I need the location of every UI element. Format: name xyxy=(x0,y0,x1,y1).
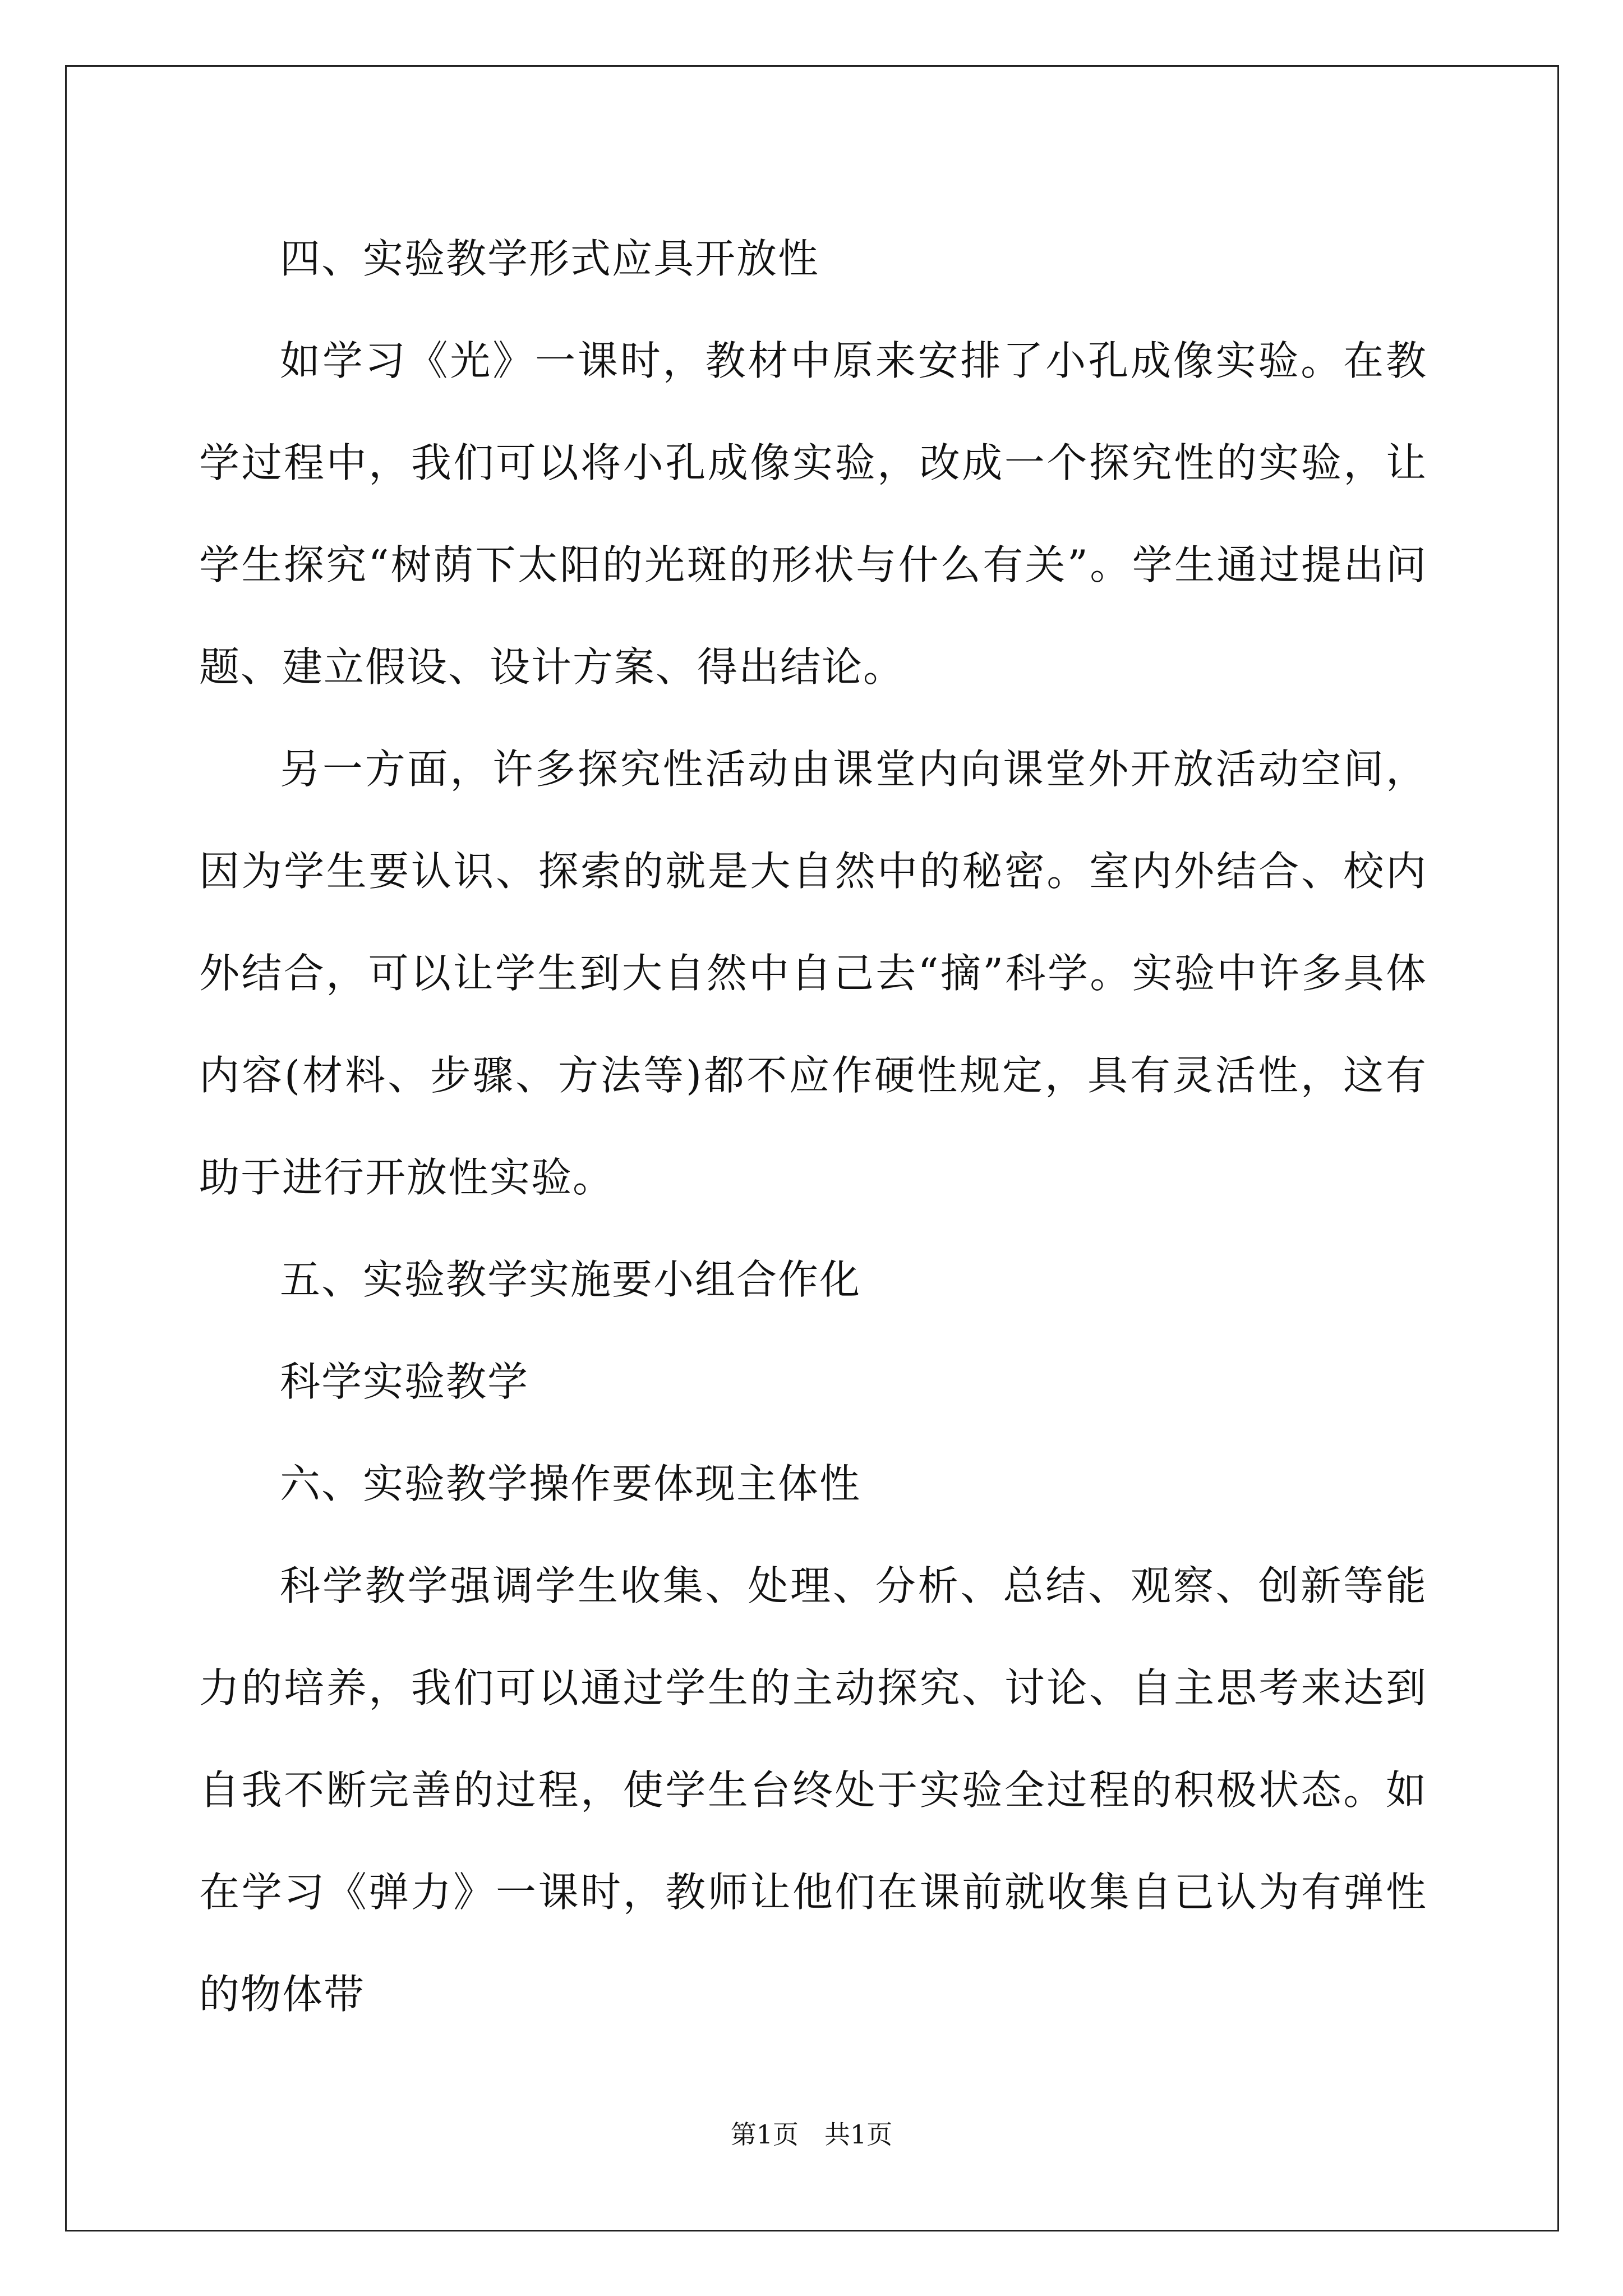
heading-section-four: 四、实验教学形式应具开放性 xyxy=(280,235,820,282)
paragraph-student-subjectivity: 科学教学强调学生收集、处理、分析、总结、观察、创新等能力的培养，我们可以通过学生的主动探究、讨论、自主思考来达到自我不断完善的过程，使学生台终处于实验全过程的积极状态。如在学习《弹力》一课时，教师让他们在课前就收集自已认为有弹性的物体带 xyxy=(199,1562,1427,2018)
paragraph-science-experiment: 科学实验教学 xyxy=(280,1358,529,1405)
heading-section-five: 五、实验教学实施要小组合作化 xyxy=(280,1256,861,1303)
document-body xyxy=(199,208,1427,2045)
paragraph-open-activities: 另一方面，许多探究性活动由课堂内向课堂外开放活动空间，因为学生要认识、探索的就是大自然中的秘密。室内外结合、校内外结合，可以让学生到大自然中自己去“摘”科学。实验中许多具体内容(材料、步骤、方法等)都不应作硬性规定，具有灵活性，这有助于进行开放性实验。 xyxy=(199,746,1427,1201)
page-footer: 第1页 共1页 xyxy=(730,2119,893,2150)
paragraph-light-lesson: 如学习《光》一课时，教材中原来安排了小孔成像实验。在教学过程中，我们可以将小孔成像实验，改成一个探究性的实验，让学生探究“树荫下太阳的光斑的形状与什么有关”。学生通过提出问题、建立假设、设计方案、得出结论。 xyxy=(199,337,1427,691)
heading-section-six: 六、实验教学操作要体现主体性 xyxy=(280,1460,861,1507)
